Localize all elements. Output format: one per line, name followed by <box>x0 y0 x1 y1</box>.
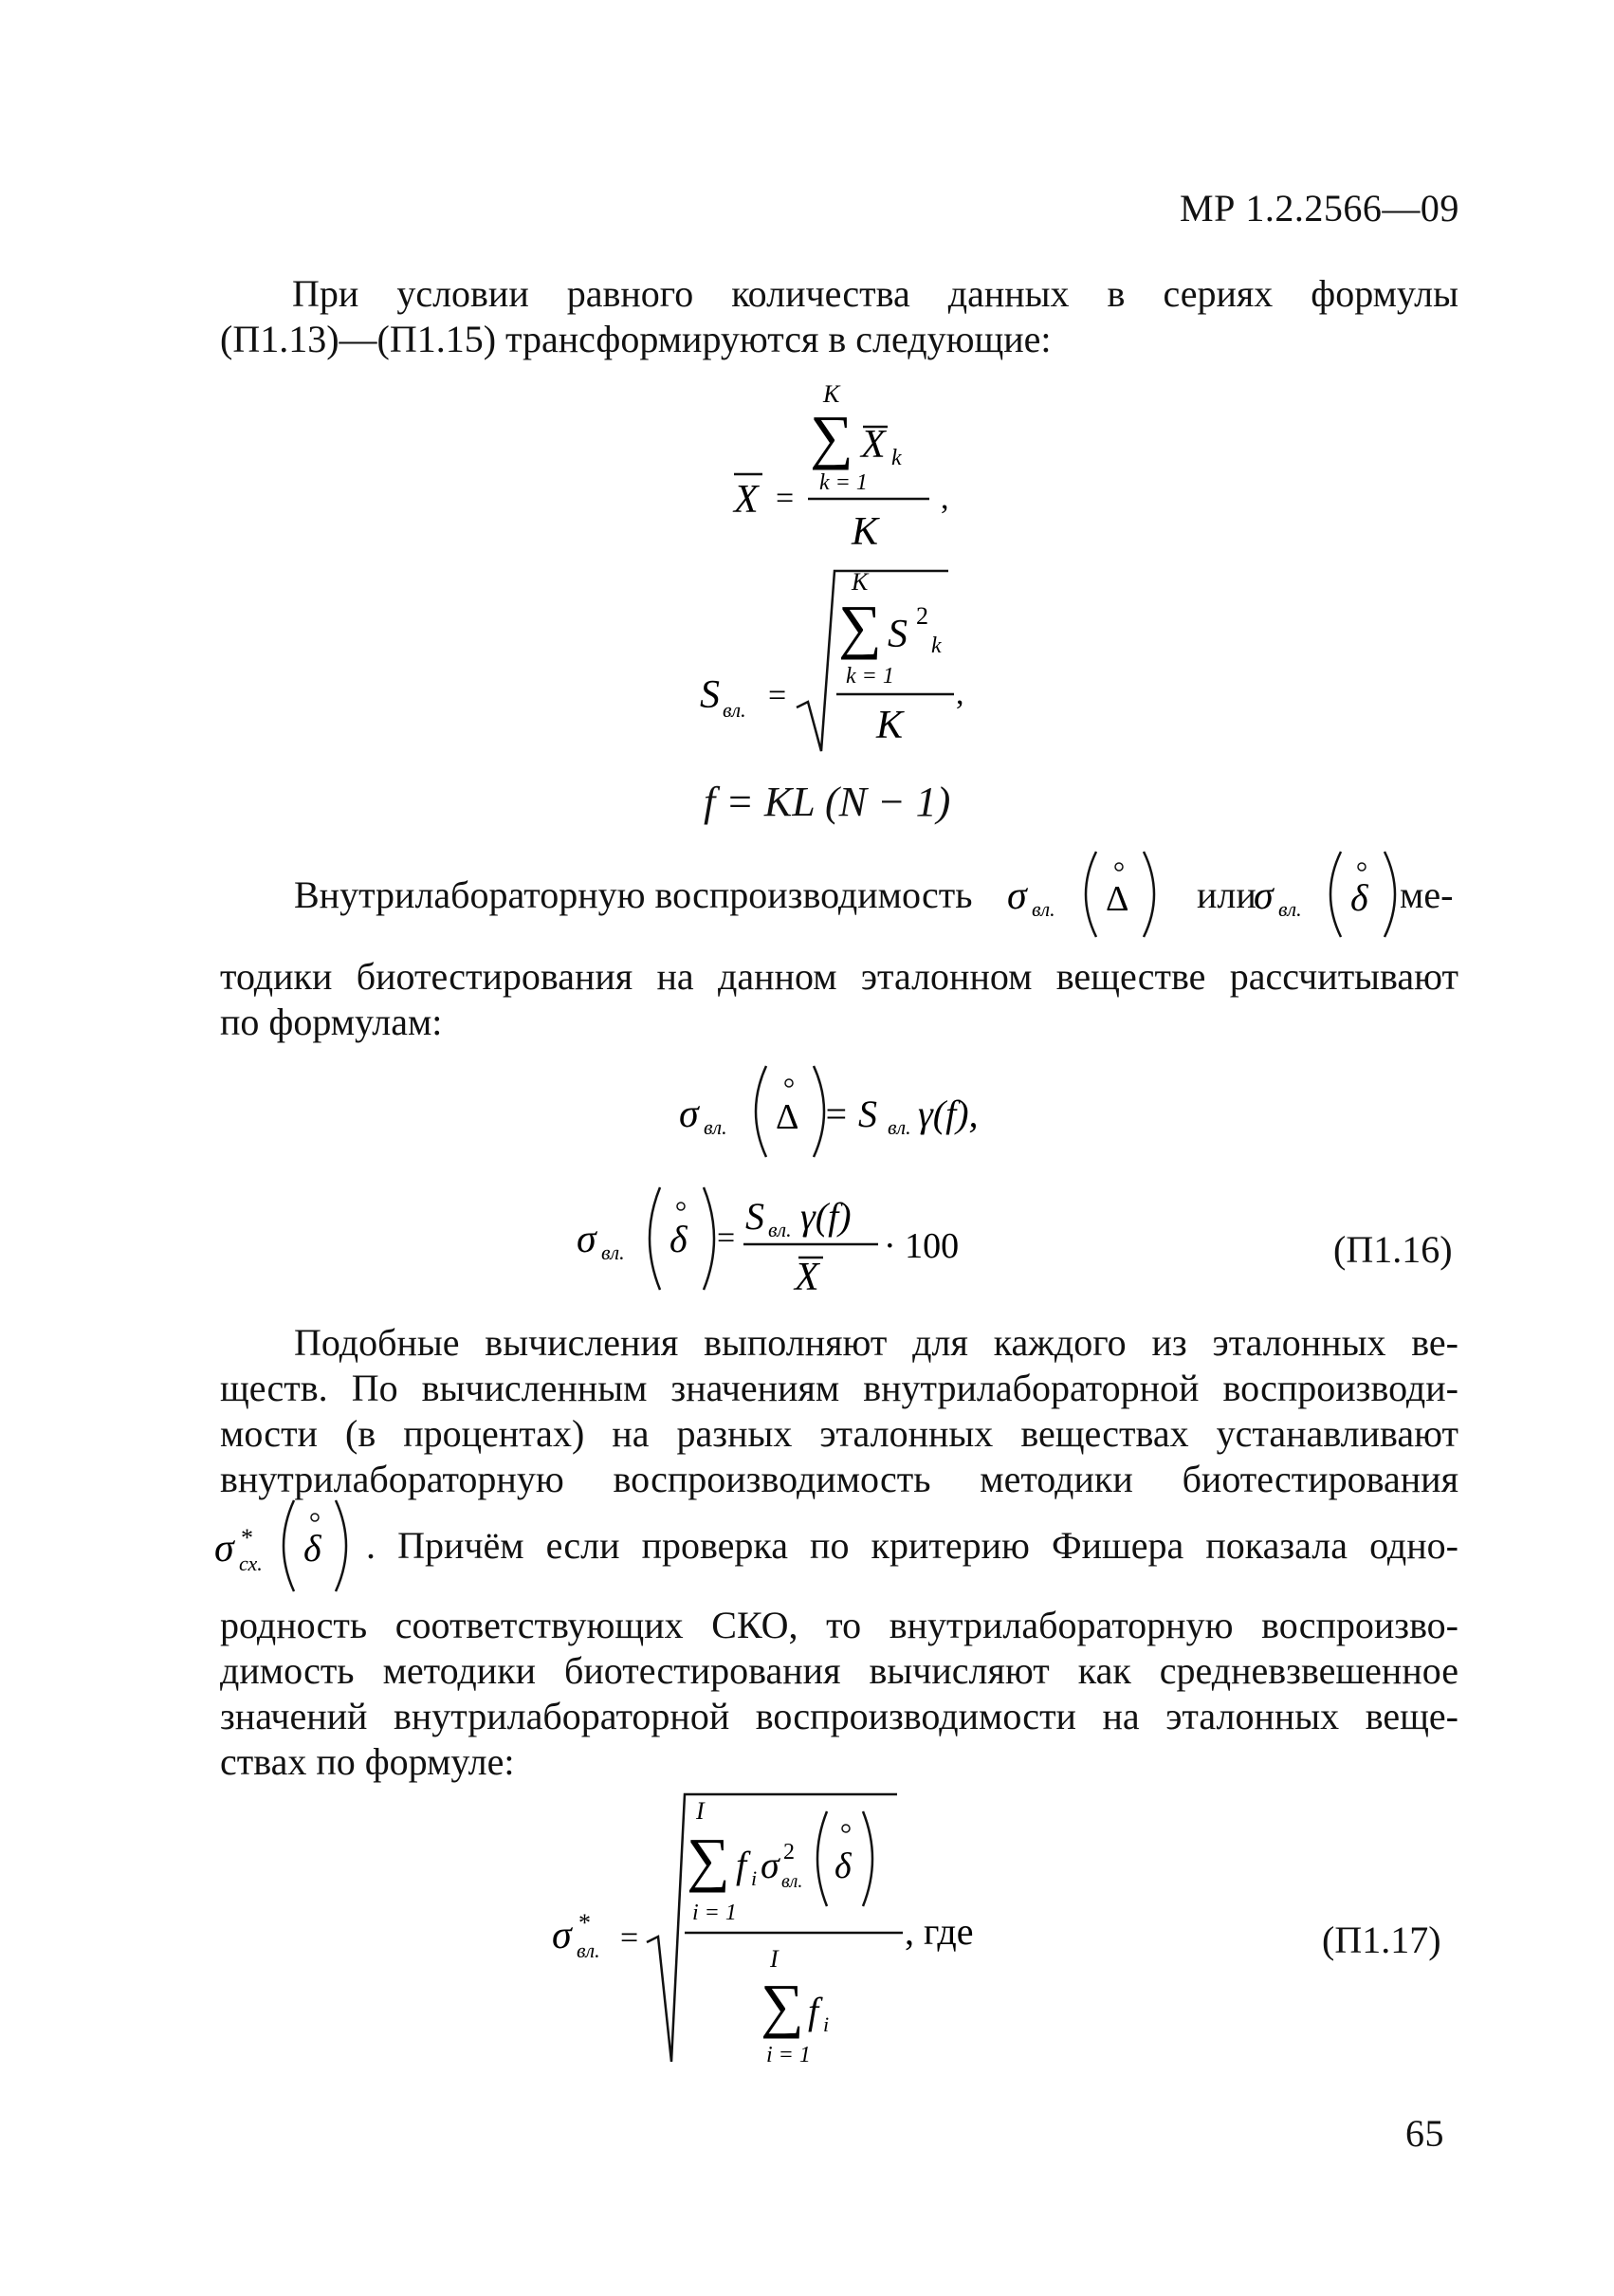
ring-accent <box>785 1079 793 1087</box>
sum-lower-limit: i = 1 <box>692 1901 737 1925</box>
den-f: f <box>808 1990 819 2032</box>
left-paren <box>284 1500 294 1591</box>
sum-sign: ∑ <box>838 593 882 660</box>
sigma-sub: вл. <box>1278 897 1302 921</box>
sigma-sub: вл. <box>601 1240 625 1264</box>
para2-line1-start: Внутрилабораторную воспроизводимость <box>294 873 973 916</box>
delta-small: δ <box>1350 876 1368 919</box>
para1-line1: При условии равного количества данных в сериях формулы <box>292 272 1458 315</box>
times-100: · 100 <box>884 1226 960 1266</box>
num-sigma-sup: 2 <box>783 1840 795 1864</box>
page-number: 65 <box>1405 2112 1444 2155</box>
delta-small: δ <box>669 1218 688 1260</box>
inline-sigma-delta-big <box>1005 842 1185 946</box>
formula-repro-abs <box>677 1056 1018 1166</box>
den-sum-sign: ∑ <box>761 1972 804 2039</box>
den-f-sub: i <box>823 2012 830 2036</box>
den-sum-upper-limit: I <box>770 1945 779 1973</box>
sigma-sub: сх. <box>239 1552 263 1575</box>
rhs-tail: γ(f), <box>918 1093 979 1135</box>
delta-big: Δ <box>776 1097 799 1137</box>
sum-sign: ∑ <box>810 403 853 470</box>
lhs-x: X <box>734 478 759 522</box>
num-sigma-sub: вл. <box>781 1871 803 1892</box>
sigma: σ <box>1007 874 1027 918</box>
equals: = <box>717 1221 736 1256</box>
formula-weighted-repro <box>550 1787 1005 2071</box>
right-paren <box>704 1187 714 1290</box>
document-code: МР 1.2.2566—09 <box>1180 187 1459 230</box>
sigma-sub: вл. <box>1032 897 1055 921</box>
para3-line8: значений внутрилабораторной воспроизводимости на эталонных веще- <box>220 1695 1458 1737</box>
sigma: σ <box>214 1527 234 1570</box>
para3-line4: внутрилабораторную воспроизводимость методики биотестирования <box>220 1458 1458 1500</box>
formula-label-p1-17: (П1.17) <box>1322 1919 1441 1961</box>
sum-lower-limit: k = 1 <box>846 664 894 689</box>
sum-lower-limit: k = 1 <box>819 470 868 495</box>
num-sub: вл. <box>768 1218 792 1241</box>
para3-line5: . Причём если проверка по критерию Фишера показала одно- <box>366 1524 1458 1567</box>
para2-line2: тодики биотестирования на данном эталонном веществе рассчитывают <box>220 955 1458 998</box>
left-paren <box>756 1066 766 1157</box>
inline-sigma-star-delta <box>212 1493 364 1599</box>
right-paren <box>863 1811 872 1906</box>
left-paren <box>817 1811 827 1906</box>
equals: = <box>776 481 795 516</box>
para2-line1-end: ме- <box>1400 873 1454 916</box>
para1-line2: (П1.13)—(П1.15) трансформируются в следующие: <box>220 318 1052 360</box>
sigma: σ <box>552 1914 572 1957</box>
term-s: S <box>888 613 908 656</box>
inline-sigma-delta-small <box>1252 842 1422 946</box>
ring-accent <box>1358 863 1366 871</box>
para2-or: или <box>1197 873 1256 916</box>
sum-sign: ∑ <box>687 1826 730 1893</box>
term-sub: k <box>891 446 902 470</box>
ring-accent <box>1115 863 1123 871</box>
num-f: f <box>736 1844 747 1886</box>
sigma-sub: вл. <box>704 1115 727 1139</box>
den-x: X <box>795 1256 819 1299</box>
left-paren <box>1086 852 1096 937</box>
para3-line7: димость методики биотестирования вычисляют как средневзвешенное <box>220 1649 1458 1692</box>
denominator-k: K <box>876 704 904 747</box>
rhs-s: = S <box>823 1093 877 1135</box>
term-sub: k <box>931 634 942 658</box>
equals: = <box>620 1920 639 1956</box>
sigma-star: * <box>241 1524 253 1552</box>
sigma: σ <box>679 1093 699 1136</box>
where: , где <box>905 1910 974 1953</box>
denominator-k: K <box>852 510 879 554</box>
delta-small: δ <box>303 1527 321 1570</box>
sum-upper-limit: K <box>823 380 840 408</box>
para3-line3: мости (в процентах) на разных эталонных веществах устанавливают <box>220 1412 1458 1455</box>
equals: = <box>768 678 787 713</box>
para3-line1: Подобные вычисления выполняют для каждого из эталонных ве- <box>294 1321 1458 1364</box>
den-sum-lower-limit: i = 1 <box>766 2043 811 2067</box>
formula-mean-svg <box>721 370 1005 569</box>
para2-line3: по формулам: <box>220 1001 443 1043</box>
sigma-star: * <box>578 1909 591 1937</box>
term-x: X <box>861 423 886 467</box>
num-tail: γ(f) <box>800 1195 852 1238</box>
right-paren <box>336 1500 346 1591</box>
formula-dof: f = KL (N − 1) <box>704 779 951 825</box>
formula-label-p1-16: (П1.16) <box>1333 1228 1453 1271</box>
para3-line2: ществ. По вычисленным значениям внутрилабораторной воспроизводи- <box>220 1367 1458 1409</box>
delta-small: δ <box>835 1846 852 1886</box>
comma: , <box>956 676 964 711</box>
comma: , <box>941 481 949 516</box>
left-paren <box>650 1187 660 1290</box>
sigma: σ <box>1254 874 1274 918</box>
lhs-s: S <box>700 673 720 717</box>
rhs-sub: вл. <box>888 1115 911 1139</box>
right-paren <box>1385 852 1395 937</box>
num-sigma: σ <box>761 1844 779 1886</box>
sum-upper-limit: I <box>696 1797 705 1825</box>
formula-sdev-svg <box>692 565 1015 764</box>
right-paren <box>1144 852 1154 937</box>
delta-big: Δ <box>1106 879 1129 919</box>
sum-upper-limit: K <box>852 568 869 596</box>
ring-accent <box>311 1514 319 1521</box>
formula-repro-rel <box>575 1176 1011 1309</box>
lhs-sub: вл. <box>723 698 746 722</box>
sigma: σ <box>577 1218 596 1261</box>
ring-accent <box>677 1203 685 1210</box>
para3-line9: ствах по формуле: <box>220 1740 515 1783</box>
num-f-sub: i <box>751 1866 758 1890</box>
para3-line6: родность соответствующих СКО, то внутрилабораторную воспроизво- <box>220 1604 1458 1646</box>
term-sup: 2 <box>916 602 928 630</box>
left-paren <box>1330 852 1341 937</box>
sigma-sub: вл. <box>577 1938 600 1962</box>
ring-accent <box>842 1825 850 1832</box>
num-s: S <box>745 1195 764 1238</box>
